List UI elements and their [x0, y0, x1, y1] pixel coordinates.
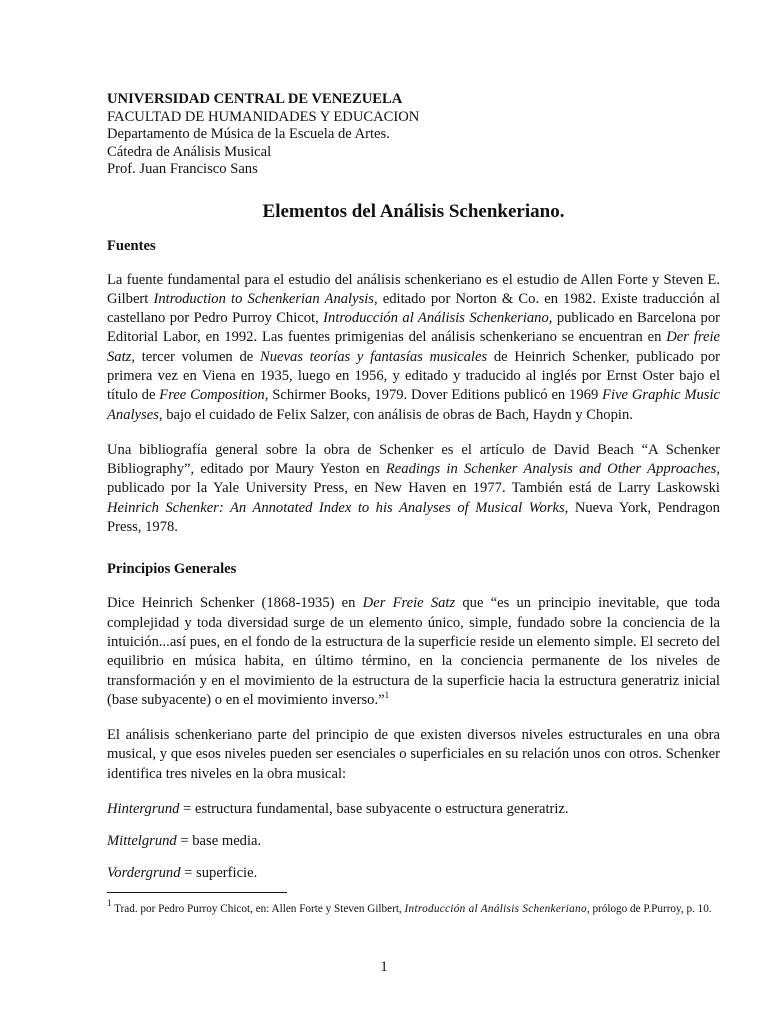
institution-header	[107, 91, 720, 179]
level-definition: = estructura fundamental, base subyacente o estructura generatriz.	[179, 801, 569, 818]
book-title: Der freie Satz	[107, 329, 720, 365]
level-hintergrund	[107, 800, 720, 819]
level-definition: = base media.	[176, 833, 262, 850]
document-page	[107, 91, 720, 883]
section-heading-principios: Principios Generales	[107, 561, 237, 578]
level-mittelgrund	[107, 832, 720, 851]
university-name: UNIVERSIDAD CENTRAL DE VENEZUELA	[107, 91, 403, 107]
section-heading-fuentes: Fuentes	[107, 237, 156, 254]
book-title: Introducción al Análisis Schenkeriano	[323, 310, 549, 327]
page-number: 1	[380, 959, 388, 975]
fuentes-paragraph-1: La fuente fundamental para el estudio del análisis schenkeriano es el estudio de Allen Forte y Steven E. Gilbert Introduction to Schenkerian Analysis, editado por Norton & Co. en 1982. Existe traducción al castellano por Pedro Purroy Chicot, Introducción al Análisis Schenkeriano, publicado en Barcelona por Editorial Labor, en 1992. Las fuentes primigenias del análisis schenkeriano se encuentran en Der freie Satz, tercer volumen de Nuevas teorías y fantasías musicales de Heinrich Schenker, publicado por primera vez en Viena en 1935, luego en 1956, y editado y traducido al inglés por Ernst Oster bajo el título de Free Composition, Schirmer Books, 1979. Dover Editions publicó en 1969 Five Graphic Music Analyses, bajo el cuidado de Felix Salzer, con análisis de obras de Bach, Haydn y Chopin.	[107, 271, 721, 423]
level-term: Hintergrund	[107, 801, 180, 818]
fuentes-paragraph-2: Una bibliografía general sobre la obra de Schenker es el artículo de David Beach “A Schenker Bibliography”, editado por Maury Yeston en Readings in Schenker Analysis and Other Approaches, publicado por la Yale University Press, en New Haven en 1977. También está de Larry Laskowski Heinrich Schenker: An Annotated Index to his Analyses of Musical Works, Nueva York, Pendragon Press, 1978.	[107, 441, 720, 536]
principios-paragraph-1: Dice Heinrich Schenker (1868-1935) en Der Freie Satz que “es un principio inevitable, que toda complejidad y toda diversidad surge de un elemento único, simple, fundado sobre la conciencia de la intuición...así pues, en el fondo de la estructura de la superficie reside un elemento simple. El secreto del equilibrio en música habita, en último término, en la conciencia permanente de los niveles de transformación y en el movimiento de la estructura de la superficie hacia la estructura generatriz inicial (base subyacente) o en el movimiento inverso.”$^1$	[107, 595, 720, 708]
department-name: Departamento de Música de la Escuela de Artes.	[107, 126, 390, 142]
principios-paragraph-2: El análisis schenkeriano parte del principio de que existen diversos niveles estructurales en una obra musical, y que esos niveles pueden ser esenciales o superficiales en su relación unos con otros. Schenker identifica tres niveles en la obra musical:	[107, 727, 720, 782]
footnote-ref[interactable]: 1	[384, 689, 390, 700]
footnote-book-title: Introducción al Análisis Schenkeriano	[404, 903, 587, 915]
level-term: Vordergrund	[107, 865, 181, 882]
book-title: Five Graphic Music Analyses	[107, 387, 721, 423]
book-title: Free Composition	[159, 387, 265, 404]
faculty-name: FACULTAD DE HUMANIDADES Y EDUCACION	[107, 108, 420, 125]
document-title: Elementos del Análisis Schenkeriano.	[262, 200, 565, 222]
book-title: Introduction to Schenkerian Analysis	[153, 290, 374, 307]
footnote-number: 1	[107, 898, 112, 908]
level-vordergrund	[107, 864, 720, 883]
footnote-divider	[107, 892, 287, 893]
level-definition: = superficie.	[180, 865, 258, 882]
professor-name: Prof. Juan Francisco Sans	[107, 161, 258, 177]
chair-name: Cátedra de Análisis Musical	[107, 143, 272, 160]
book-title: Heinrich Schenker: An Annotated Index to his Analyses of Musical Works	[107, 499, 565, 516]
level-term: Mittelgrund	[107, 833, 177, 850]
structural-levels	[107, 800, 720, 883]
footnote: $^1$ Trad. por Pedro Purroy Chicot, en: Allen Forte y Steven Gilbert, Introducción al Análisis Schenkeriano, prólogo de P.Purroy, p. 10.	[107, 898, 712, 915]
book-title: Der Freie Satz	[362, 595, 456, 612]
book-title: Nuevas teorías y fantasías musicales	[259, 348, 488, 365]
book-title: Readings in Schenker Analysis and Other Approaches	[385, 461, 717, 478]
